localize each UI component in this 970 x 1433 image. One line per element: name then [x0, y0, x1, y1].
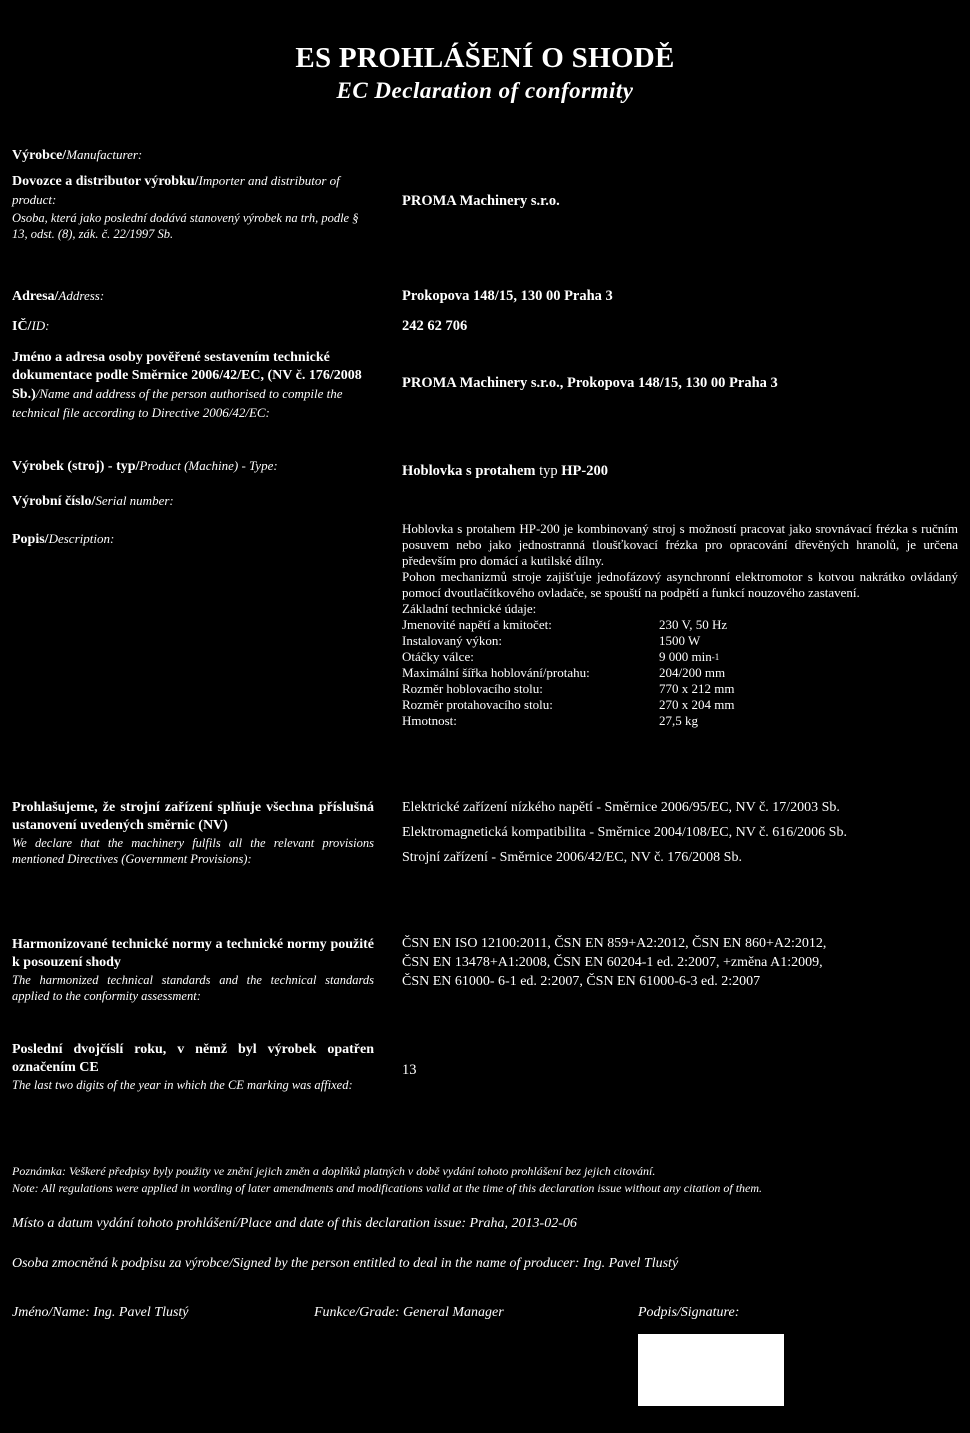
importer-note: Osoba, která jako poslední dodává stanovený výrobek na trh, podle § 13, odst. (8), zák. č. 22/1997 Sb. [12, 211, 359, 241]
directive-item: Elektromagnetická kompatibilita - Směrnice 2004/108/EC, NV č. 616/2006 Sb. [402, 825, 847, 840]
spec-key: Rozměr protahovacího stolu: [402, 697, 553, 712]
spec-key: Hmotnost: [402, 713, 457, 728]
declare-label: Prohlašujeme, že strojní zařízení splňuje všechna příslušná ustanovení uvedených směrnic (NV) We declare that the machinery fulfils all the relevant provisions mentioned Directives (Government Provisions): [12, 800, 374, 866]
serial-label: Výrobní číslo/Serial number: [12, 493, 174, 509]
signature-box [638, 1334, 784, 1406]
manufacturer-label: Výrobce/Manufacturer: [12, 147, 143, 163]
spec-value: 230 V, 50 Hz [659, 617, 728, 632]
ic-value: 242 62 706 [402, 318, 468, 334]
product-label: Výrobek (stroj) - typ/Product (Machine) - Type: [12, 458, 278, 474]
importer-value: PROMA Machinery s.r.o. [402, 193, 560, 209]
spec-value: 9 000 min [659, 649, 712, 664]
product-value: Hoblovka s protahem typ HP-200 [402, 463, 608, 479]
norm-item: ČSN EN 13478+A1:2008, ČSN EN 60204-1 ed. 2:2007, +změna A1:2009, [402, 955, 823, 970]
description-p1: Hoblovka s protahem HP-200 je kombinovaný stroj s možností pracovat jako srovnávací frézka s ručním posuvem nebo jako jednostranná tloušťkovací frézka pro opracování dřevěných hranolů, je určena především pro domácí a kutilské dílny. [402, 521, 958, 568]
signatory-grade: Funkce/Grade: General Manager [314, 1305, 504, 1320]
page-title: ES PROHLÁŠENÍ O SHODĚ [295, 42, 675, 74]
description-text [402, 521, 958, 729]
spec-row [402, 713, 958, 729]
norm-item: ČSN EN 61000- 6-1 ed. 2:2007, ČSN EN 61000-6-3 ed. 2:2007 [402, 974, 761, 989]
norm-item: ČSN EN ISO 12100:2011, ČSN EN 859+A2:2012, ČSN EN 860+A2:2012, [402, 936, 827, 951]
spec-key: Rozměr hoblovacího stolu: [402, 681, 543, 696]
description-p3: Základní technické údaje: [402, 601, 537, 616]
spec-row [402, 633, 958, 649]
signature-label: Podpis/Signature: [638, 1305, 740, 1320]
spec-value: 204/200 mm [659, 665, 726, 680]
spec-unit-sup: -1 [711, 652, 720, 662]
spec-row [402, 649, 958, 665]
spec-key: Instalovaný výkon: [402, 633, 503, 648]
note-cz: Poznámka: Veškeré předpisy byly použity ve znění jejich změn a doplňků platných v době vydání tohoto prohlášení bez jejich citování. [12, 1164, 656, 1178]
spec-key: Otáčky válce: [402, 649, 474, 664]
spec-list [402, 617, 958, 729]
directives-list [402, 795, 847, 870]
address-value: Prokopova 148/15, 130 00 Praha 3 [402, 288, 613, 304]
spec-key: Maximální šířka hoblování/protahu: [402, 665, 590, 680]
spec-value: 770 x 212 mm [659, 681, 735, 696]
ce-value: 13 [402, 1062, 417, 1078]
importer-label: Dovozce a distributor výrobku/Importer and distributor of product: Osoba, která jako poslední dodává stanovený výrobek na trh, podle § 13, odst. (8), zák. č. 22/1997 Sb. [12, 172, 374, 242]
spec-row [402, 665, 958, 681]
authorised-value: PROMA Machinery s.r.o., Prokopova 148/15, 130 00 Praha 3 [402, 375, 778, 391]
norms-list [402, 934, 932, 991]
norms-label: Harmonizované technické normy a technické normy použité k posouzení shody The harmonized technical standards and the technical standards applied to the conformity assessment: [12, 937, 374, 1003]
spec-value: 270 x 204 mm [659, 697, 735, 712]
place-date: Místo a datum vydání tohoto prohlášení/Place and date of this declaration issue: Praha, 2013-02-06 [12, 1216, 577, 1231]
description-label: Popis/Description: [12, 531, 115, 547]
directive-item: Elektrické zařízení nízkého napětí - Směrnice 2006/95/EC, NV č. 17/2003 Sb. [402, 800, 840, 815]
authorised-label: Jméno a adresa osoby pověřené sestavením technické dokumentace podle Směrnice 2006/42/EC, (NV č. 176/2008 Sb.)/Name and address of the person authorised to compile the technical file according to Directive 2006/42/EC: [12, 350, 362, 420]
spec-row [402, 617, 958, 633]
spec-value: 27,5 kg [659, 713, 698, 728]
page-subtitle: EC Declaration of conformity [336, 78, 634, 103]
spec-key: Jmenovité napětí a kmitočet: [402, 617, 552, 632]
address-label: Adresa/Address: [12, 288, 105, 304]
ce-label: Poslední dvojčíslí roku, v němž byl výrobek opatřen označením CE The last two digits of the year in which the CE marking was affixed: [12, 1042, 374, 1092]
spec-row [402, 697, 958, 713]
directive-item: Strojní zařízení - Směrnice 2006/42/EC, NV č. 176/2008 Sb. [402, 850, 742, 865]
note-en: Note: All regulations were applied in wording of later amendments and modifications valid at the time of this declaration issue without any citation of them. [12, 1181, 763, 1195]
description-p2: Pohon mechanizmů stroje zajišťuje jednofázový asynchronní elektromotor s kotvou nakrátko ovládaný pomocí dvoutlačítkového ovladače, se spouští na podpětí a funkcí nouzového zastavení. [402, 569, 958, 600]
spec-value: 1500 W [659, 633, 701, 648]
signatory-name: Jméno/Name: Ing. Pavel Tlustý [12, 1305, 189, 1320]
ic-label: IČ/ID: [12, 318, 50, 334]
signed-by: Osoba zmocněná k podpisu za výrobce/Signed by the person entitled to deal in the name of producer: Ing. Pavel Tlustý [12, 1256, 679, 1271]
spec-row [402, 681, 958, 697]
